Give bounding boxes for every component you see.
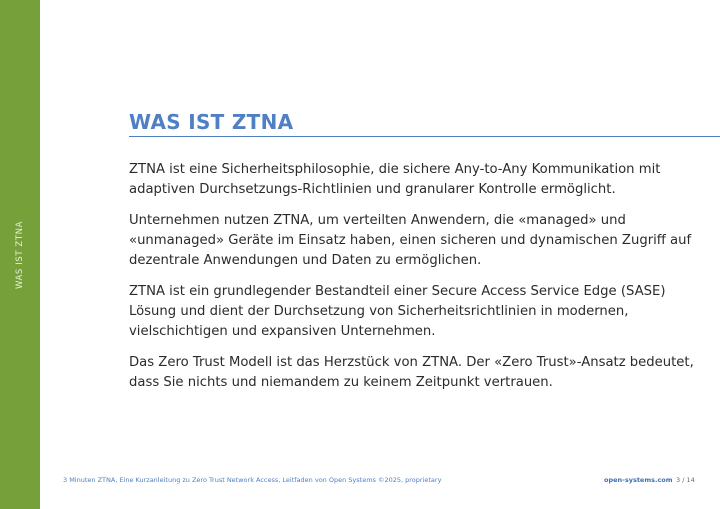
paragraph: Unternehmen nutzen ZTNA, um verteilten Anwendern, die «managed» und «unmanaged» Geräte im Einsatz haben, einen sicheren und dynamischen Zugriff auf dezentrale Anwendungen und Daten zu ermöglichen. (129, 213, 692, 268)
sidebar (0, 0, 40, 509)
paragraph: ZTNA ist eine Sicherheitsphilosophie, die sichere Any-to-Any Kommunikation mit adaptiven Durchsetzungs-Richtlinien und granularer Kontrolle ermöglicht. (129, 162, 661, 197)
page-number: 3 / 14 (676, 476, 695, 484)
title-divider (129, 136, 720, 137)
footer-citation: 3 Minuten ZTNA, Eine Kurzanleitung zu Zero Trust Network Access, Leitfaden von Open Systems ©2025, proprietary (63, 476, 442, 484)
paragraph: ZTNA ist ein grundlegender Bestandteil einer Secure Access Service Edge (SASE) Lösung und dient der Durchsetzung von Sicherheitsrichtlinien in modernen, vielschichtigen und expansiven Unternehmen. (129, 284, 666, 339)
footer-website-link[interactable]: open-systems.com (604, 476, 673, 484)
main-content (129, 160, 699, 404)
paragraph: Das Zero Trust Modell ist das Herzstück von ZTNA. Der «Zero Trust»-Ansatz bedeutet, dass Sie nichts und niemandem zu keinem Zeitpunkt vertrauen. (129, 355, 694, 390)
page-title: WAS IST ZTNA (129, 110, 294, 134)
sidebar-section-label: WAS IST ZTNA (15, 220, 25, 290)
